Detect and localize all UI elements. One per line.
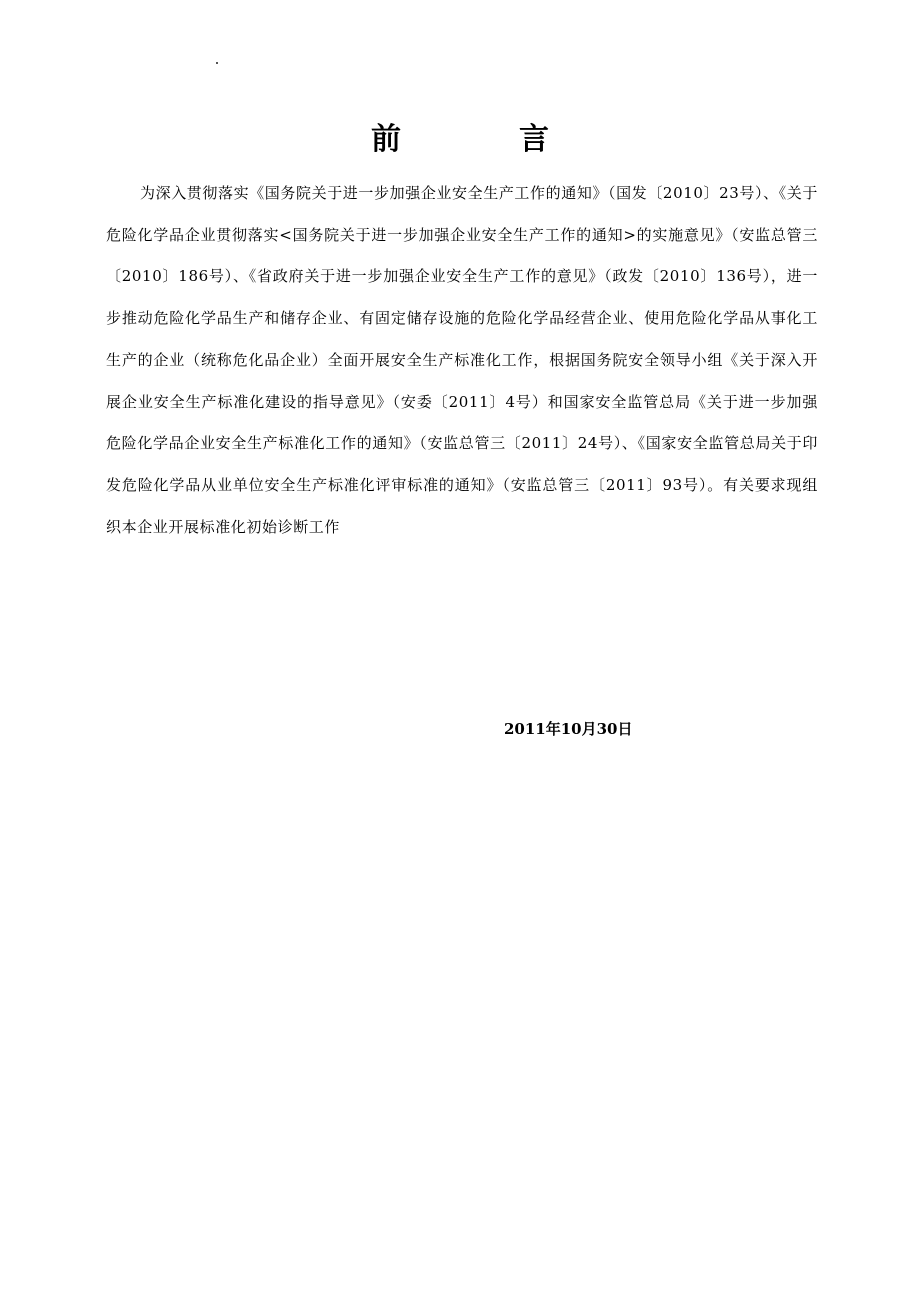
page-title: 前 言 <box>371 122 593 157</box>
document-date: 2011年10月30日 <box>504 720 633 738</box>
page-mark <box>216 62 218 64</box>
preface-paragraph: 为深入贯彻落实《国务院关于进一步加强企业安全生产工作的通知》（国发〔2010〕23号）、《关于危险化学品企业贯彻落实<国务院关于进一步加强企业安全生产工作的通知>的实施意见》（安监总管三〔2010〕186号）、《省政府关于进一步加强企业安全生产工作的意见》（政发〔2010〕136号），进一步推动危险化学品生产和储存企业、有固定储存设施的危险化学品经营企业、使用危险化学品从事化工生产的企业（统称危化品企业）全面开展安全生产标准化工作，根据国务院安全领导小组《关于深入开展企业安全生产标准化建设的指导意见》（安委〔2011〕4号）和国家安全监管总局《关于进一步加强危险化学品企业安全生产标准化工作的通知》（安监总管三〔2011〕24号）、《国家安全监管总局关于印发危险化学品从业单位安全生产标准化评审标准的通知》（安监总管三〔2011〕93号）。有关要求现组织本企业开展标准化初始诊断工作 <box>106 184 818 536</box>
